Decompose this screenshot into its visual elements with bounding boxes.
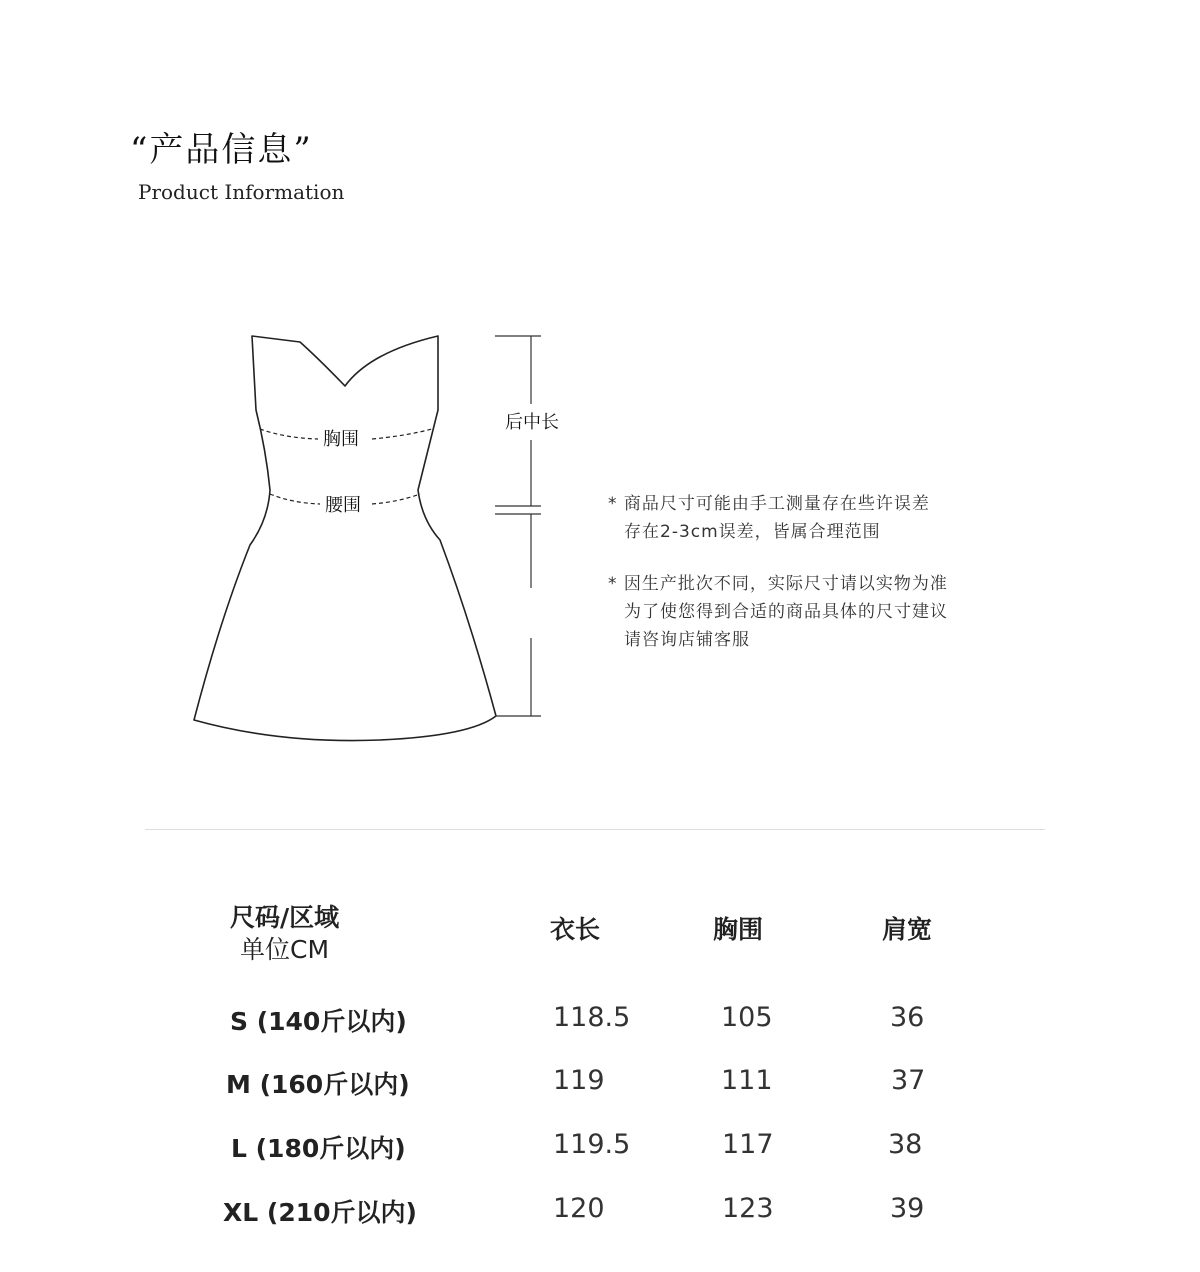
page-subtitle: Product Information [138,180,345,204]
header-unit: 单位CM [240,935,330,964]
header-shoulder: 肩宽 [882,915,933,944]
note-1-line-1: * 商品尺寸可能由手工测量存在些许误差 [608,494,930,514]
row-shoulder: 39 [890,1193,925,1224]
size-notes [608,490,1028,678]
note-2-line-2: 为了使您得到合适的商品具体的尺寸建议 [624,602,948,622]
waist-dashed-line-right [372,494,420,504]
row-shoulder: 36 [890,1002,925,1033]
row-length: 118.5 [553,1002,631,1033]
row-shoulder: 38 [888,1129,923,1160]
row-shoulder: 37 [891,1065,926,1096]
row-chest: 111 [721,1065,773,1096]
row-length: 119 [553,1065,605,1096]
note-2 [608,570,1028,654]
chest-label: 胸围 [323,429,359,450]
row-chest: 117 [722,1129,774,1160]
chest-dashed-line-right [372,429,432,439]
waist-label: 腰围 [325,495,361,516]
note-1-line-2: 存在2-3cm误差，皆属合理范围 [624,522,881,542]
note-2-line-1: * 因生产批次不同，实际尺寸请以实物为准 [608,574,948,594]
chest-dashed-line [260,429,318,439]
header-chest: 胸围 [713,915,764,944]
dress-outline [194,336,496,741]
row-length: 119.5 [553,1129,631,1160]
row-chest: 123 [722,1193,774,1224]
note-1 [608,490,1028,546]
header-length: 衣长 [550,915,601,944]
header-size-region: 尺码/区域 [230,903,340,932]
row-length: 120 [553,1193,605,1224]
row-size: XL (210斤以内) [223,1198,417,1227]
row-size: M (160斤以内) [226,1070,410,1099]
row-size: S (140斤以内) [230,1007,407,1036]
row-size: L (180斤以内) [231,1134,406,1163]
length-measure-lower [495,514,541,716]
length-label: 后中长 [505,412,559,433]
note-2-line-3: 请咨询店铺客服 [624,630,750,650]
waist-dashed-line [270,494,320,504]
section-divider [145,829,1045,830]
page-title: “产品信息” [130,130,313,170]
row-chest: 105 [721,1002,773,1033]
